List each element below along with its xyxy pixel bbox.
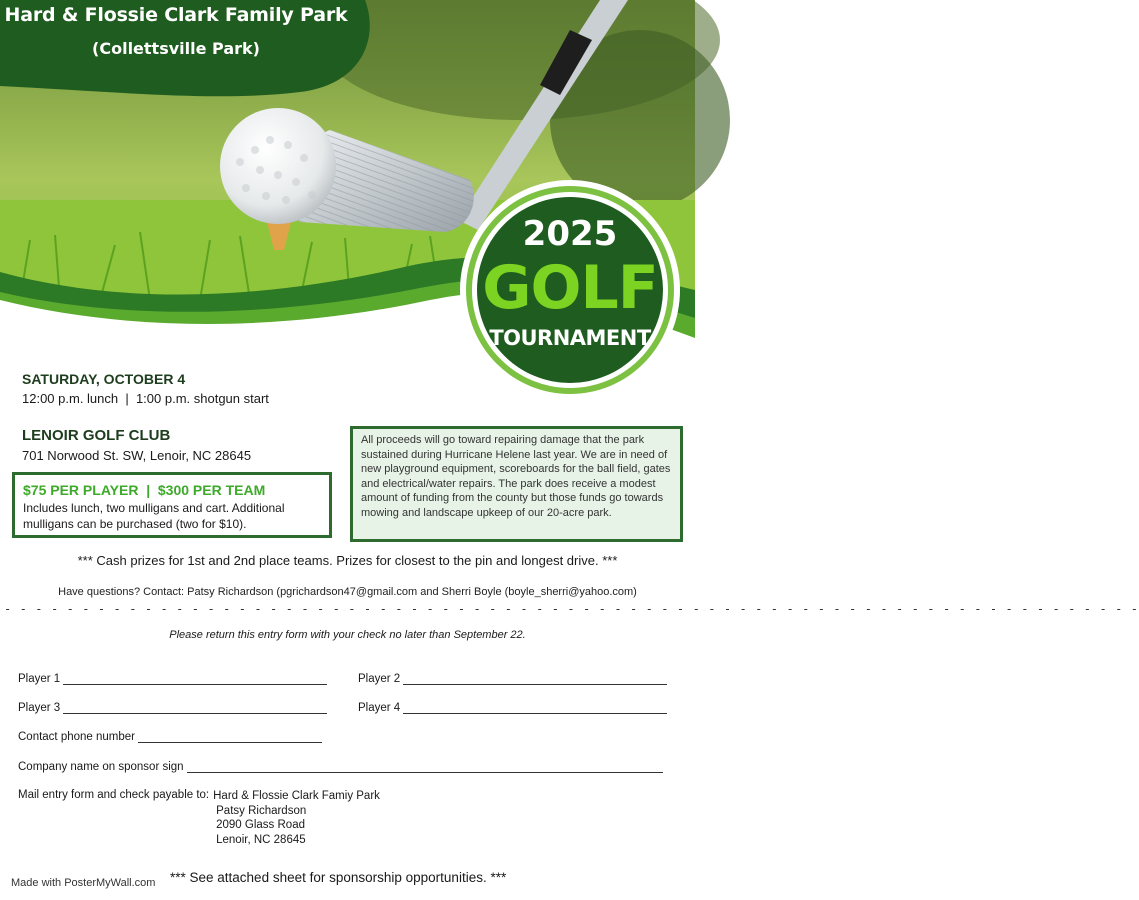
proceeds-text: All proceeds will go toward repairing damage that the park sustained during Hurricane Helene last year. We are in need of new playground equipment, scoreboards for the ball field, gates and electrical/water repairs. The park does receive a modest amount of funding from the county but those funds go towards mowing and landscape upkeep of our 20-acre park. bbox=[361, 434, 671, 519]
pricing-box bbox=[12, 472, 332, 538]
contact-phone-label: Contact phone number bbox=[18, 731, 135, 743]
pricing-description: Includes lunch, two mulligans and cart. Additional mulligans can be purchased (two for $10). bbox=[23, 501, 285, 531]
company-name-label: Company name on sponsor sign bbox=[18, 761, 184, 773]
return-note: Please return this entry form with your check no later than September 22. bbox=[169, 629, 526, 641]
mail-address-line: 2090 Glass Road bbox=[216, 819, 305, 832]
park-alias: (Collettsville Park) bbox=[92, 39, 260, 58]
player-1-label: Player 1 bbox=[18, 673, 61, 685]
player-3-label: Player 3 bbox=[18, 702, 61, 714]
mail-address-line: Hard & Flossie Clark Famiy Park bbox=[213, 790, 380, 802]
player-2-blank[interactable] bbox=[403, 673, 667, 685]
contact-phone-blank[interactable] bbox=[138, 731, 322, 743]
player-2-label: Player 2 bbox=[358, 673, 401, 685]
mail-instructions bbox=[18, 789, 380, 847]
park-name: Hard & Flossie Clark Family Park bbox=[4, 4, 348, 26]
contact-phone-field[interactable] bbox=[18, 731, 322, 743]
player-3-blank[interactable] bbox=[63, 702, 327, 714]
venue-address: 701 Norwood St. SW, Lenoir, NC 28645 bbox=[22, 448, 252, 463]
badge-golf-word: GOLF bbox=[482, 253, 658, 323]
player-2-field[interactable] bbox=[358, 673, 667, 685]
badge-year: 2025 bbox=[522, 214, 618, 254]
venue-name: LENOIR GOLF CLUB bbox=[22, 427, 171, 444]
company-name-field[interactable] bbox=[18, 761, 663, 773]
mail-address bbox=[213, 789, 380, 847]
cut-line-divider: - - - - - - - - - - - - - - - - - - - - - - - - - - - - - - - - - - - - - - - - - - - - - - - - - - - - - - - - - - - - - - - - - - - - - - - - - bbox=[4, 602, 1139, 616]
made-with-credit[interactable]: Made with PosterMyWall.com bbox=[11, 877, 156, 889]
player-1-field[interactable] bbox=[18, 673, 327, 685]
mail-address-line: Patsy Richardson bbox=[216, 804, 307, 817]
badge-subtitle: TOURNAMENT bbox=[489, 326, 651, 350]
prizes-line: *** Cash prizes for 1st and 2nd place teams. Prizes for closest to the pin and longest drive. *** bbox=[77, 553, 618, 568]
contact-line: Have questions? Contact: Patsy Richardson (pgrichardson47@gmail.com and Sherri Boyle (boyle_sherri@yahoo.com) bbox=[58, 586, 637, 598]
player-3-field[interactable] bbox=[18, 702, 327, 714]
pricing-title: $75 PER PLAYER | $300 PER TEAM bbox=[23, 482, 266, 498]
player-4-label: Player 4 bbox=[358, 702, 401, 714]
player-4-blank[interactable] bbox=[403, 702, 667, 714]
event-date: SATURDAY, OCTOBER 4 bbox=[22, 371, 186, 387]
sponsor-note: *** See attached sheet for sponsorship opportunities. *** bbox=[170, 870, 507, 885]
tournament-badge bbox=[462, 186, 678, 350]
hero-banner bbox=[0, 0, 695, 400]
event-times: 12:00 p.m. lunch | 1:00 p.m. shotgun start bbox=[22, 391, 269, 406]
proceeds-box bbox=[350, 426, 683, 542]
park-title-block bbox=[0, 4, 352, 58]
mail-label: Mail entry form and check payable to: bbox=[18, 789, 210, 801]
player-1-blank[interactable] bbox=[63, 673, 327, 685]
player-4-field[interactable] bbox=[358, 702, 667, 714]
mail-address-line: Lenoir, NC 28645 bbox=[216, 833, 306, 846]
company-name-blank[interactable] bbox=[187, 761, 663, 773]
